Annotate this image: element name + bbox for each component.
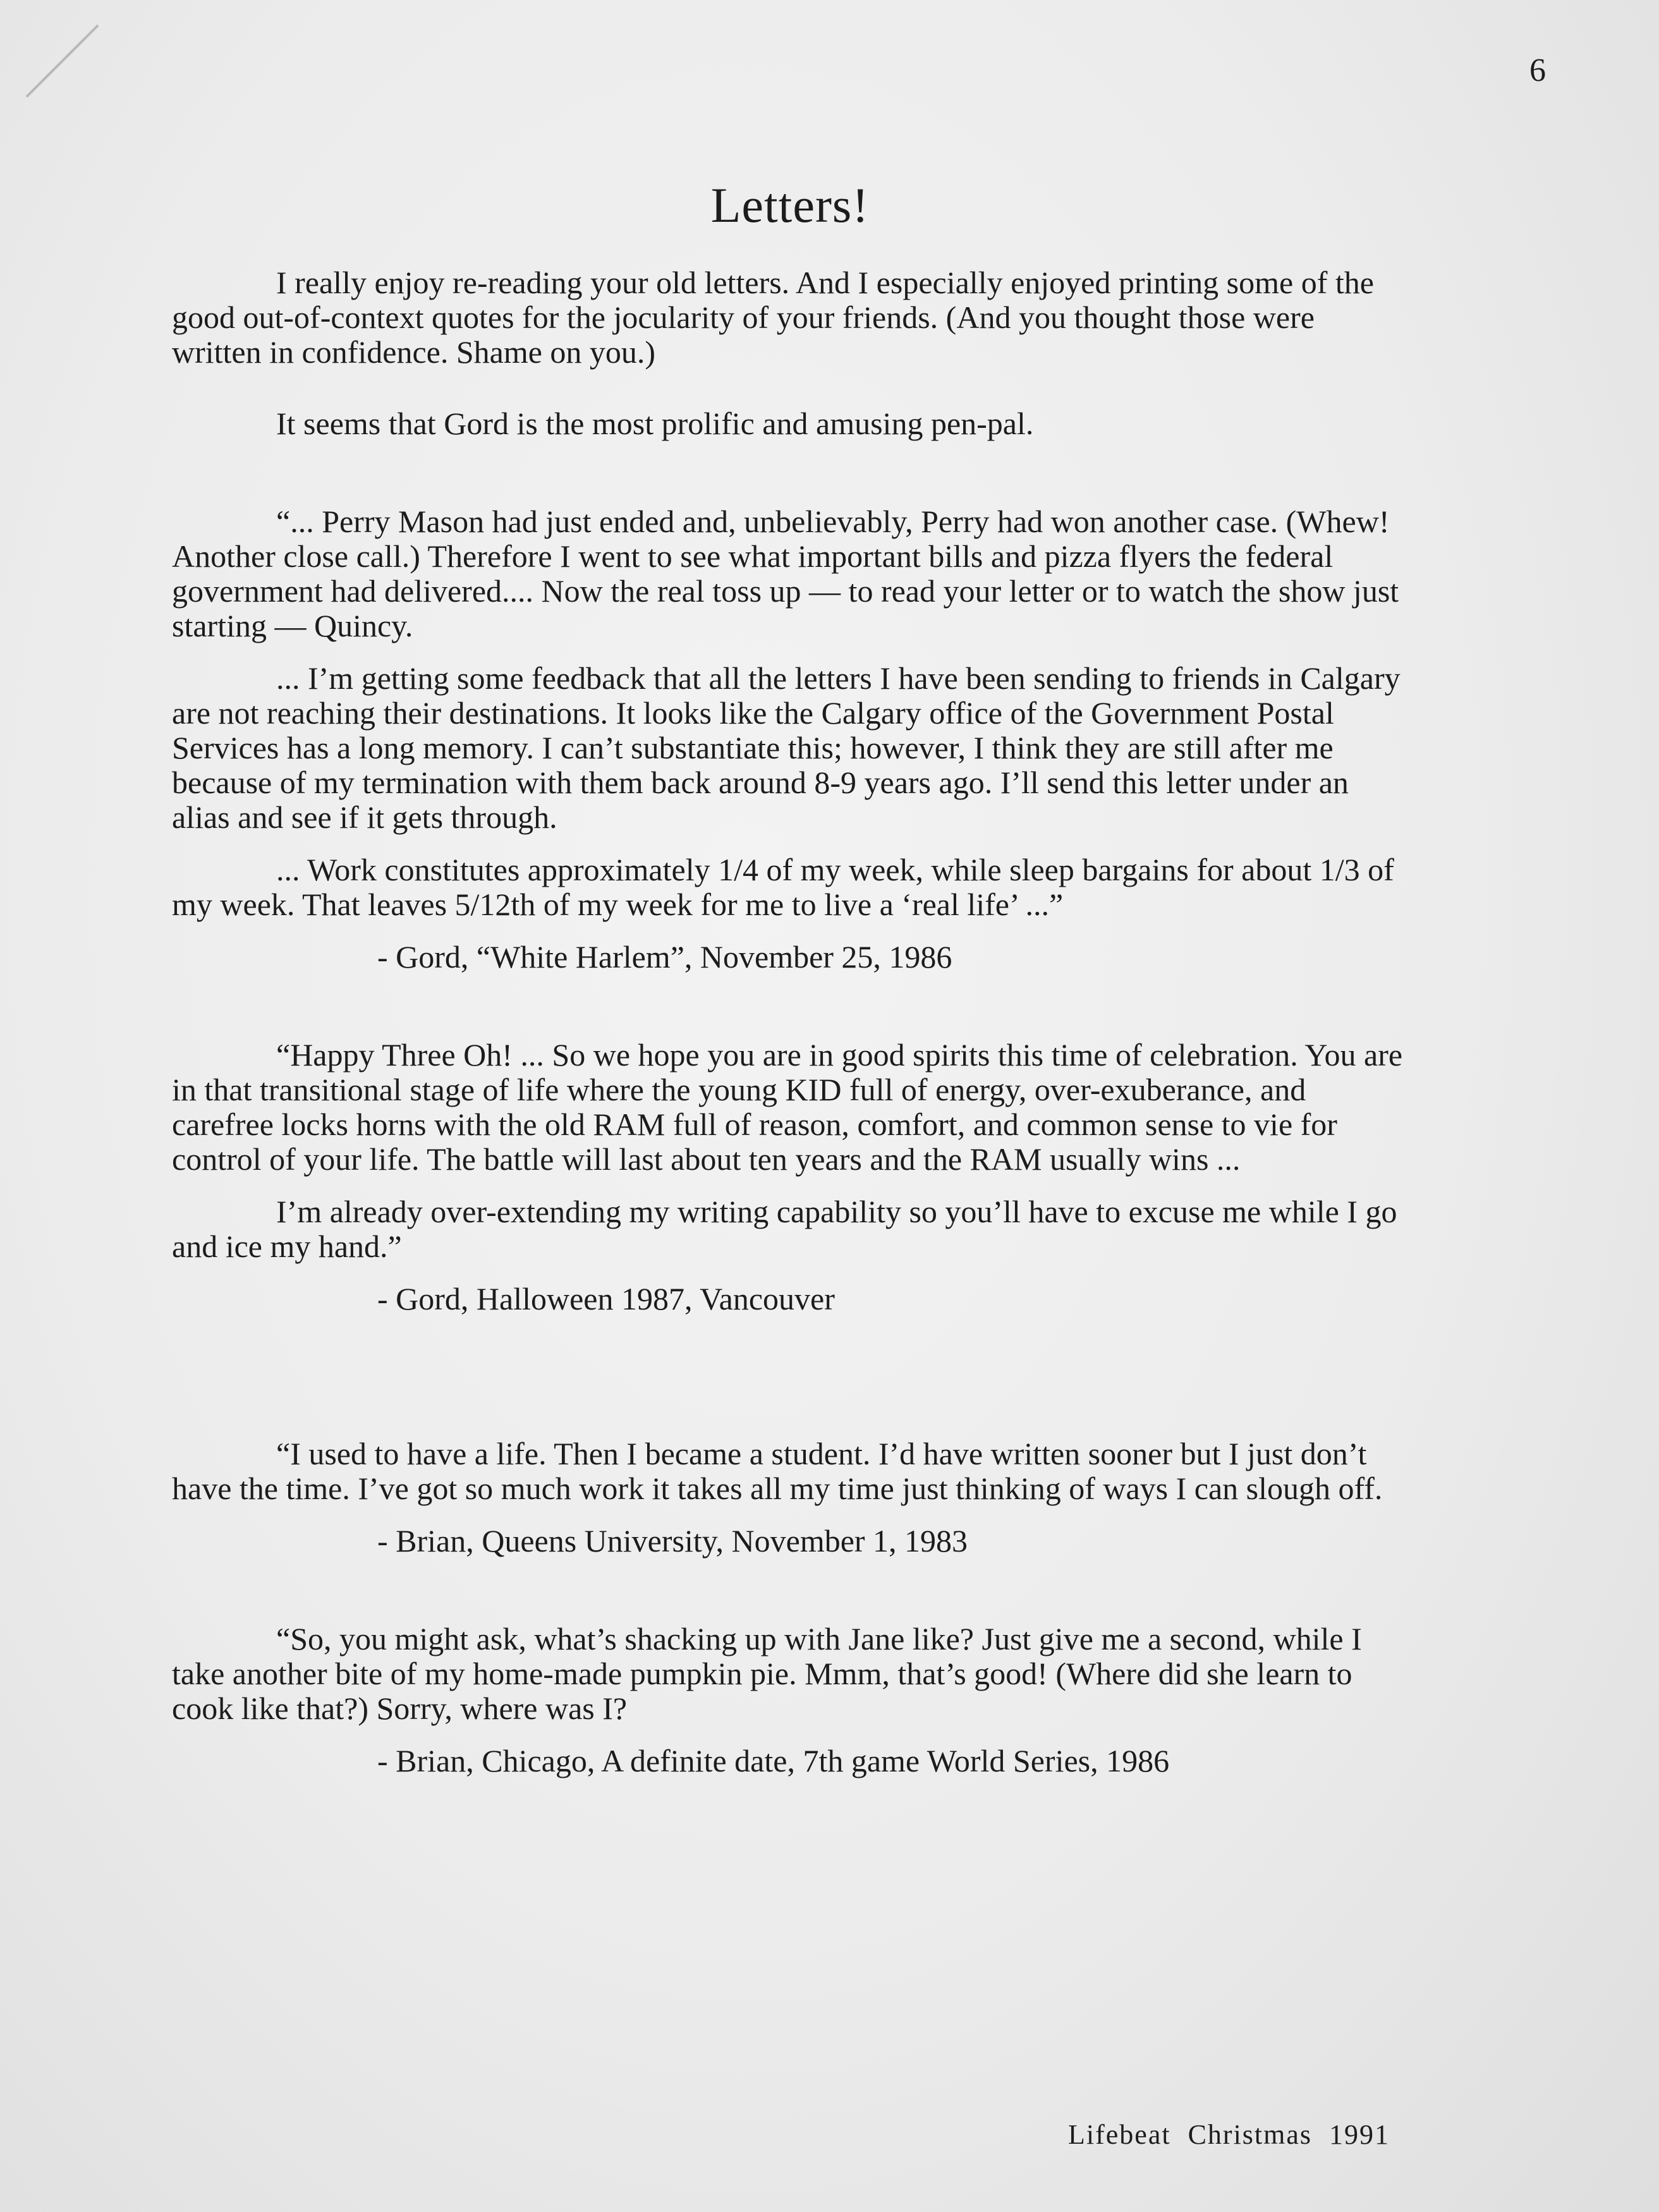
page-title: Letters!: [710, 178, 870, 233]
page-number: 6: [1529, 52, 1546, 88]
quote-paragraph: “... Perry Mason had just ended and, unbelievably, Perry had won another case. (Whew! Another close call.) Therefore I went to see what important bills and pizza flyers the federal government had delivered.... Now the real toss up — to read your letter or to watch the show just starting — Quincy.: [172, 504, 1399, 643]
letters-content: [172, 265, 1411, 1778]
quote-paragraph: I’m already over-extending my writing capability so you’ll have to excuse me while I go and ice my hand.”: [172, 1194, 1397, 1264]
page-corner-fold: [0, 0, 99, 98]
letter-quote: [172, 504, 1411, 975]
letter-quote: [172, 1437, 1411, 1559]
letter-quote: [172, 1622, 1411, 1778]
page-footer: Lifebeat Christmas 1991: [1068, 2119, 1390, 2150]
quote-paragraph: “So, you might ask, what’s shacking up with Jane like? Just give me a second, while I take another bite of my home-made pumpkin pie. Mmm, that’s good! (Where did she learn to cook like that?) Sorry, where was I?: [172, 1621, 1362, 1726]
quote-paragraph: ... I’m getting some feedback that all the letters I have been sending to friends in Calgary are not reaching their destinations. It looks like the Calgary office of the Government Postal Services has a long memory. I can’t substantiate this; however, I think they are still after me because of my termination with them back around 8-9 years ago. I’ll send this letter under an alias and see if it gets through.: [172, 660, 1401, 835]
quote-paragraph: “Happy Three Oh! ... So we hope you are in good spirits this time of celebration. You are in that transitional stage of life where the young KID full of energy, over-exuberance, and carefree locks horns with the old RAM full of reason, comfort, and common sense to vie for control of your life. The battle will last about ten years and the RAM usually wins ...: [172, 1037, 1403, 1177]
intro-paragraph: I really enjoy re-reading your old letters. And I especially enjoyed printing some of the good out-of-context quotes for the jocularity of your friends. (And you thought those were written in confidence. Shame on you.): [172, 265, 1374, 370]
quote-attribution: - Brian, Queens University, November 1, 1983: [377, 1523, 968, 1559]
quote-attribution: - Brian, Chicago, A definite date, 7th game World Series, 1986: [377, 1743, 1170, 1778]
quote-attribution: - Gord, Halloween 1987, Vancouver: [377, 1281, 835, 1316]
quote-paragraph: ... Work constitutes approximately 1/4 of my week, while sleep bargains for about 1/3 of my week. That leaves 5/12th of my week for me to live a ‘real life’ ...”: [172, 852, 1394, 922]
intro-paragraph: It seems that Gord is the most prolific and amusing pen-pal.: [276, 406, 1034, 441]
quote-paragraph: “I used to have a life. Then I became a student. I’d have written sooner but I just don’t have the time. I’ve got so much work it takes all my time just thinking of ways I can slough off.: [172, 1436, 1383, 1506]
quote-attribution: - Gord, “White Harlem”, November 25, 1986: [377, 939, 952, 975]
letter-quote: [172, 1038, 1411, 1316]
